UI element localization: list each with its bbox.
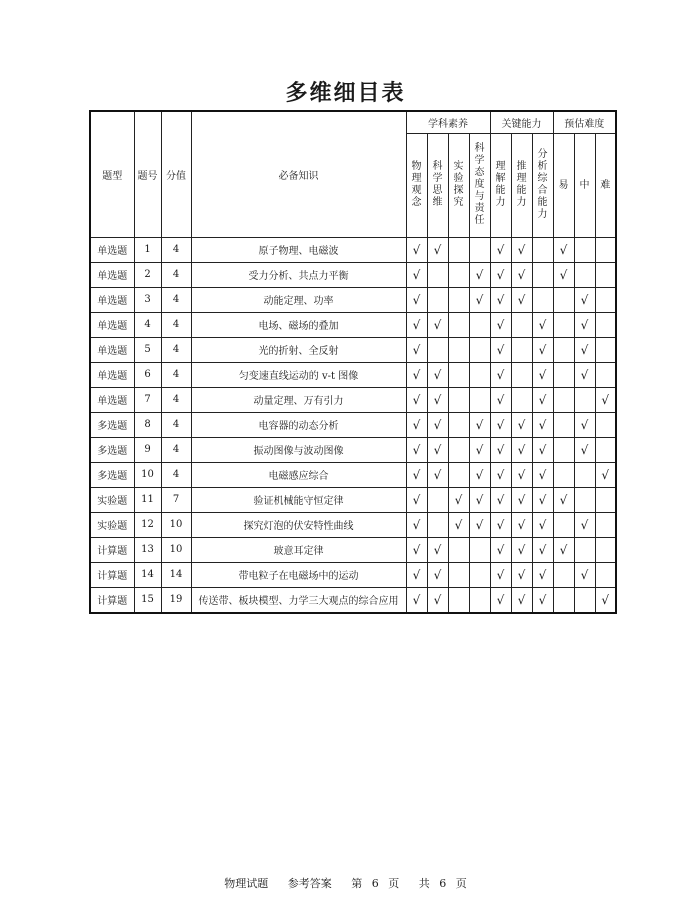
- footer-doc: 参考答案: [287, 877, 332, 890]
- check-mark: √: [511, 512, 532, 537]
- header-score: 分值: [161, 111, 191, 237]
- check-mark: √: [511, 587, 532, 613]
- empty-cell: [532, 262, 553, 287]
- check-mark: √: [469, 262, 490, 287]
- empty-cell: [511, 387, 532, 412]
- table-row: [90, 537, 616, 562]
- check-mark: √: [469, 462, 490, 487]
- check-mark: √: [490, 437, 511, 462]
- check-mark: √: [511, 537, 532, 562]
- empty-cell: [448, 437, 469, 462]
- empty-cell: [595, 287, 616, 312]
- check-mark: √: [532, 562, 553, 587]
- header-sub: 推理能力: [511, 133, 532, 237]
- cell-number: 5: [134, 337, 161, 362]
- empty-cell: [448, 462, 469, 487]
- cell-number: 8: [134, 412, 161, 437]
- table-row: [90, 362, 616, 387]
- header-sub: 科学思维: [427, 133, 448, 237]
- empty-cell: [427, 487, 448, 512]
- empty-cell: [448, 262, 469, 287]
- check-mark: √: [427, 587, 448, 613]
- cell-type: 单选题: [90, 387, 134, 412]
- check-mark: √: [427, 437, 448, 462]
- empty-cell: [553, 562, 574, 587]
- empty-cell: [595, 437, 616, 462]
- check-mark: √: [490, 487, 511, 512]
- empty-cell: [469, 562, 490, 587]
- empty-cell: [595, 512, 616, 537]
- check-mark: √: [469, 437, 490, 462]
- check-mark: √: [490, 237, 511, 262]
- check-mark: √: [511, 237, 532, 262]
- check-mark: √: [427, 362, 448, 387]
- header-knowledge: 必备知识: [191, 111, 406, 237]
- check-mark: √: [427, 237, 448, 262]
- check-mark: √: [574, 312, 595, 337]
- empty-cell: [511, 312, 532, 337]
- empty-cell: [553, 412, 574, 437]
- header-sub: 物理观念: [406, 133, 427, 237]
- check-mark: √: [469, 412, 490, 437]
- check-mark: √: [406, 462, 427, 487]
- check-mark: √: [511, 462, 532, 487]
- cell-type: 实验题: [90, 512, 134, 537]
- cell-type: 单选题: [90, 262, 134, 287]
- cell-type: 多选题: [90, 437, 134, 462]
- check-mark: √: [553, 237, 574, 262]
- check-mark: √: [406, 412, 427, 437]
- empty-cell: [574, 487, 595, 512]
- check-mark: √: [469, 287, 490, 312]
- check-mark: √: [574, 337, 595, 362]
- check-mark: √: [490, 462, 511, 487]
- check-mark: √: [406, 312, 427, 337]
- empty-cell: [553, 587, 574, 613]
- check-mark: √: [490, 337, 511, 362]
- empty-cell: [469, 337, 490, 362]
- cell-type: 计算题: [90, 587, 134, 613]
- check-mark: √: [511, 487, 532, 512]
- cell-type: 单选题: [90, 337, 134, 362]
- check-mark: √: [490, 512, 511, 537]
- empty-cell: [511, 362, 532, 387]
- cell-score: 7: [161, 487, 191, 512]
- empty-cell: [595, 262, 616, 287]
- check-mark: √: [490, 562, 511, 587]
- empty-cell: [448, 587, 469, 613]
- check-mark: √: [448, 487, 469, 512]
- cell-score: 4: [161, 312, 191, 337]
- cell-number: 15: [134, 587, 161, 613]
- empty-cell: [469, 587, 490, 613]
- check-mark: √: [511, 287, 532, 312]
- cell-topic: 动量定理、万有引力: [191, 387, 406, 412]
- empty-cell: [532, 237, 553, 262]
- header-sub: 难: [595, 133, 616, 237]
- table-row: [90, 412, 616, 437]
- check-mark: √: [574, 287, 595, 312]
- check-mark: √: [532, 587, 553, 613]
- empty-cell: [448, 362, 469, 387]
- table-row: [90, 237, 616, 262]
- check-mark: √: [532, 537, 553, 562]
- check-mark: √: [469, 487, 490, 512]
- cell-score: 10: [161, 537, 191, 562]
- empty-cell: [553, 462, 574, 487]
- empty-cell: [553, 437, 574, 462]
- check-mark: √: [448, 512, 469, 537]
- check-mark: √: [532, 412, 553, 437]
- cell-score: 4: [161, 387, 191, 412]
- cell-score: 19: [161, 587, 191, 613]
- check-mark: √: [406, 287, 427, 312]
- cell-type: 单选题: [90, 312, 134, 337]
- cell-topic: 电容器的动态分析: [191, 412, 406, 437]
- check-mark: √: [406, 562, 427, 587]
- header-number: 题号: [134, 111, 161, 237]
- empty-cell: [469, 312, 490, 337]
- table-row: [90, 487, 616, 512]
- cell-topic: 动能定理、功率: [191, 287, 406, 312]
- empty-cell: [595, 562, 616, 587]
- check-mark: √: [532, 462, 553, 487]
- empty-cell: [574, 237, 595, 262]
- check-mark: √: [532, 512, 553, 537]
- cell-type: 计算题: [90, 537, 134, 562]
- cell-number: 2: [134, 262, 161, 287]
- cell-number: 10: [134, 462, 161, 487]
- empty-cell: [448, 312, 469, 337]
- cell-type: 单选题: [90, 362, 134, 387]
- empty-cell: [448, 412, 469, 437]
- page-title: 多维细目表: [285, 81, 406, 106]
- empty-cell: [595, 412, 616, 437]
- cell-number: 1: [134, 237, 161, 262]
- cell-type: 计算题: [90, 562, 134, 587]
- header-group-ability: 关键能力: [490, 111, 553, 133]
- cell-number: 7: [134, 387, 161, 412]
- empty-cell: [448, 287, 469, 312]
- header-sub: 中: [574, 133, 595, 237]
- cell-score: 4: [161, 362, 191, 387]
- cell-number: 4: [134, 312, 161, 337]
- empty-cell: [574, 262, 595, 287]
- cell-topic: 电场、磁场的叠加: [191, 312, 406, 337]
- empty-cell: [574, 537, 595, 562]
- empty-cell: [553, 512, 574, 537]
- check-mark: √: [427, 412, 448, 437]
- empty-cell: [595, 337, 616, 362]
- empty-cell: [469, 237, 490, 262]
- cell-topic: 探究灯泡的伏安特性曲线: [191, 512, 406, 537]
- check-mark: √: [511, 437, 532, 462]
- empty-cell: [448, 237, 469, 262]
- check-mark: √: [490, 362, 511, 387]
- check-mark: √: [490, 537, 511, 562]
- table-row: [90, 262, 616, 287]
- check-mark: √: [406, 362, 427, 387]
- check-mark: √: [427, 387, 448, 412]
- header-group-literacy: 学科素养: [406, 111, 490, 133]
- cell-type: 多选题: [90, 412, 134, 437]
- cell-number: 11: [134, 487, 161, 512]
- table-row: [90, 587, 616, 613]
- footer-total: 共 6 页: [418, 877, 467, 890]
- header-sub: 科学态度与责任: [469, 133, 490, 237]
- check-mark: √: [427, 537, 448, 562]
- empty-cell: [574, 587, 595, 613]
- cell-topic: 受力分析、共点力平衡: [191, 262, 406, 287]
- check-mark: √: [574, 512, 595, 537]
- empty-cell: [574, 387, 595, 412]
- empty-cell: [595, 362, 616, 387]
- cell-topic: 匀变速直线运动的 v-t 图像: [191, 362, 406, 387]
- check-mark: √: [427, 312, 448, 337]
- empty-cell: [532, 287, 553, 312]
- empty-cell: [595, 237, 616, 262]
- cell-number: 9: [134, 437, 161, 462]
- check-mark: √: [532, 312, 553, 337]
- check-mark: √: [532, 387, 553, 412]
- empty-cell: [469, 537, 490, 562]
- table-row: [90, 512, 616, 537]
- empty-cell: [469, 387, 490, 412]
- check-mark: √: [511, 412, 532, 437]
- check-mark: √: [511, 562, 532, 587]
- cell-number: 12: [134, 512, 161, 537]
- cell-number: 6: [134, 362, 161, 387]
- check-mark: √: [406, 237, 427, 262]
- empty-cell: [553, 362, 574, 387]
- cell-score: 4: [161, 287, 191, 312]
- cell-topic: 振动图像与波动图像: [191, 437, 406, 462]
- check-mark: √: [532, 337, 553, 362]
- check-mark: √: [406, 437, 427, 462]
- cell-topic: 验证机械能守恒定律: [191, 487, 406, 512]
- check-mark: √: [490, 412, 511, 437]
- empty-cell: [511, 337, 532, 362]
- check-mark: √: [532, 437, 553, 462]
- check-mark: √: [595, 387, 616, 412]
- cell-score: 10: [161, 512, 191, 537]
- header-group-difficulty: 预估难度: [553, 111, 616, 133]
- empty-cell: [469, 362, 490, 387]
- check-mark: √: [574, 412, 595, 437]
- table-row: [90, 312, 616, 337]
- check-mark: √: [511, 262, 532, 287]
- check-mark: √: [490, 262, 511, 287]
- cell-number: 13: [134, 537, 161, 562]
- check-mark: √: [406, 587, 427, 613]
- empty-cell: [553, 337, 574, 362]
- empty-cell: [574, 462, 595, 487]
- cell-topic: 电磁感应综合: [191, 462, 406, 487]
- empty-cell: [448, 537, 469, 562]
- header-sub: 理解能力: [490, 133, 511, 237]
- cell-topic: 原子物理、电磁波: [191, 237, 406, 262]
- empty-cell: [553, 312, 574, 337]
- empty-cell: [553, 387, 574, 412]
- table-row: [90, 462, 616, 487]
- header-sub: 易: [553, 133, 574, 237]
- cell-topic: 玻意耳定律: [191, 537, 406, 562]
- empty-cell: [427, 337, 448, 362]
- detail-table: [89, 110, 617, 614]
- cell-score: 4: [161, 237, 191, 262]
- check-mark: √: [553, 262, 574, 287]
- cell-type: 单选题: [90, 287, 134, 312]
- table-row: [90, 287, 616, 312]
- empty-cell: [595, 537, 616, 562]
- header-sub: 实验探究: [448, 133, 469, 237]
- cell-score: 4: [161, 412, 191, 437]
- empty-cell: [427, 262, 448, 287]
- check-mark: √: [490, 587, 511, 613]
- check-mark: √: [532, 362, 553, 387]
- check-mark: √: [595, 587, 616, 613]
- cell-score: 4: [161, 437, 191, 462]
- check-mark: √: [490, 387, 511, 412]
- check-mark: √: [406, 387, 427, 412]
- table-row: [90, 337, 616, 362]
- empty-cell: [553, 287, 574, 312]
- footer-subject: 物理试题: [224, 877, 269, 890]
- cell-type: 多选题: [90, 462, 134, 487]
- cell-score: 4: [161, 462, 191, 487]
- empty-cell: [595, 312, 616, 337]
- cell-score: 14: [161, 562, 191, 587]
- check-mark: √: [553, 487, 574, 512]
- footer-page: 第 6 页: [351, 877, 400, 890]
- empty-cell: [427, 287, 448, 312]
- cell-type: 单选题: [90, 237, 134, 262]
- check-mark: √: [406, 537, 427, 562]
- cell-topic: 带电粒子在电磁场中的运动: [191, 562, 406, 587]
- cell-topic: 光的折射、全反射: [191, 337, 406, 362]
- page-footer: [0, 875, 691, 891]
- empty-cell: [448, 337, 469, 362]
- empty-cell: [448, 562, 469, 587]
- empty-cell: [595, 487, 616, 512]
- table-row: [90, 437, 616, 462]
- empty-cell: [448, 387, 469, 412]
- cell-type: 实验题: [90, 487, 134, 512]
- cell-score: 4: [161, 262, 191, 287]
- table-row: [90, 562, 616, 587]
- empty-cell: [427, 512, 448, 537]
- check-mark: √: [574, 562, 595, 587]
- check-mark: √: [574, 362, 595, 387]
- check-mark: √: [490, 287, 511, 312]
- cell-number: 14: [134, 562, 161, 587]
- check-mark: √: [532, 487, 553, 512]
- check-mark: √: [427, 462, 448, 487]
- check-mark: √: [406, 512, 427, 537]
- check-mark: √: [490, 312, 511, 337]
- check-mark: √: [406, 337, 427, 362]
- table-row: [90, 387, 616, 412]
- check-mark: √: [595, 462, 616, 487]
- check-mark: √: [553, 537, 574, 562]
- header-sub: 分析综合能力: [532, 133, 553, 237]
- cell-score: 4: [161, 337, 191, 362]
- check-mark: √: [406, 487, 427, 512]
- cell-number: 3: [134, 287, 161, 312]
- check-mark: √: [469, 512, 490, 537]
- cell-topic: 传送带、板块模型、力学三大观点的综合应用: [191, 587, 406, 613]
- check-mark: √: [427, 562, 448, 587]
- check-mark: √: [406, 262, 427, 287]
- header-type: 题型: [90, 111, 134, 237]
- check-mark: √: [574, 437, 595, 462]
